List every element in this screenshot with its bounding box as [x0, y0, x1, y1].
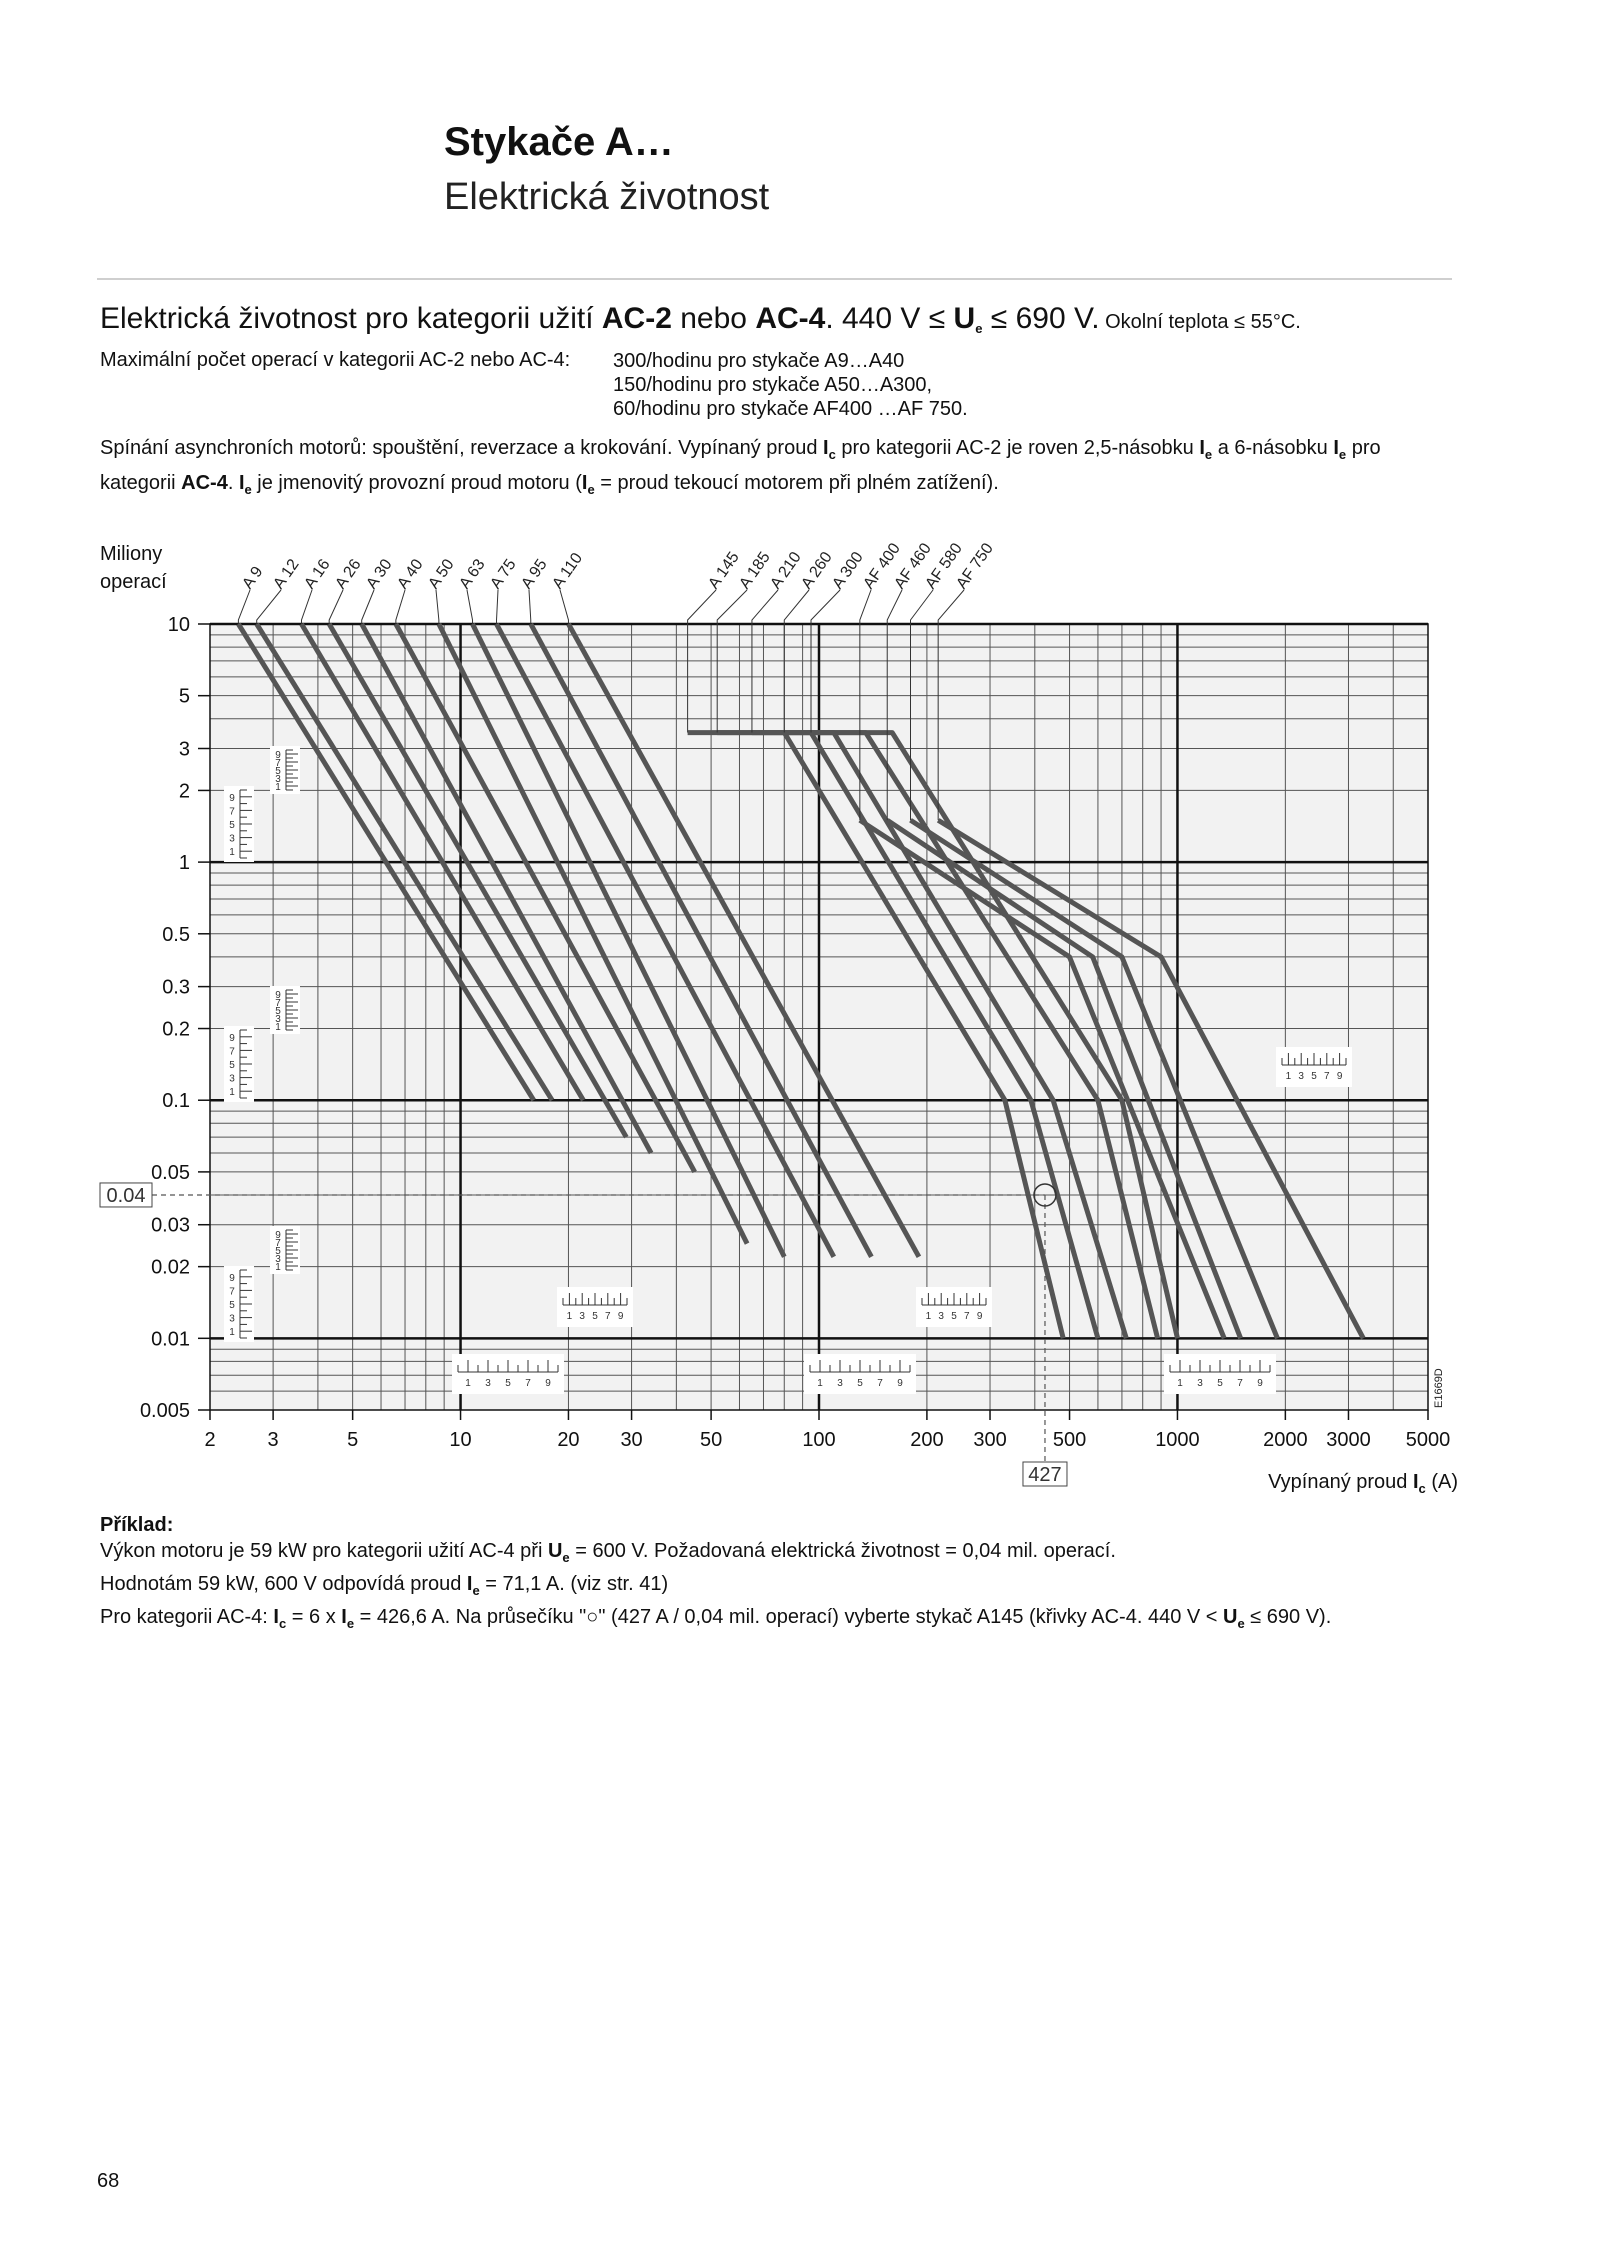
- scale-digit: 5: [229, 820, 235, 831]
- scale-digit: 1: [465, 1378, 471, 1389]
- scale-digit: 7: [525, 1378, 531, 1389]
- scale-digit: 1: [275, 782, 281, 793]
- interpolation-scale-h: [1164, 1354, 1276, 1394]
- para-text: je jmenovitý provozní proud motoru (: [251, 472, 582, 494]
- scale-digit: 9: [897, 1378, 903, 1389]
- scale-digit: 7: [1237, 1378, 1243, 1389]
- interpolation-scale-h: [557, 1287, 633, 1327]
- page-subtitle: Elektrická životnost: [444, 176, 770, 218]
- symbol-i: I: [238, 472, 245, 494]
- curve-label: AF 750: [953, 540, 997, 593]
- interpolation-scale-h: [452, 1354, 564, 1394]
- scale-digit: 9: [617, 1311, 624, 1322]
- scale-digit: 1: [1177, 1378, 1183, 1389]
- scale-digit: 5: [275, 1246, 281, 1257]
- scale-digit: 5: [275, 766, 281, 777]
- para-text: a 6-násobku: [1212, 437, 1334, 459]
- scale-digit: 5: [592, 1311, 598, 1322]
- scale-digit: 3: [229, 833, 235, 845]
- heading-symbol-u: U: [953, 302, 976, 335]
- y-tick-label: 1: [178, 852, 190, 875]
- symbol-i: I: [273, 1606, 279, 1628]
- curve-leader: [529, 590, 531, 624]
- symbol-sub: c: [278, 1616, 287, 1631]
- scale-digit: 3: [229, 1073, 235, 1085]
- y-tick-label: 5: [178, 685, 190, 708]
- ex-text: = 426,6 A. Na průsečíku ": [354, 1606, 587, 1628]
- curve-leader: [560, 590, 568, 624]
- curve-label: A 50: [425, 556, 458, 593]
- para-text: Spínání asynchroních motorů: spouštění, reverzace a krokování. Vypínaný proud: [100, 437, 823, 459]
- curve-leader: [467, 590, 473, 624]
- curve-leader: [396, 590, 405, 624]
- heading-text-d: ≤ 690 V.: [982, 302, 1100, 335]
- scale-digit: 1: [817, 1378, 823, 1389]
- x-tick-label: 20: [557, 1429, 580, 1451]
- ex-text: Pro kategorii AC-4:: [100, 1606, 274, 1628]
- scale-digit: 9: [545, 1378, 551, 1389]
- symbol-sub: c: [828, 447, 836, 462]
- interpolation-scale-h: [804, 1354, 916, 1394]
- curve-label: A 75: [487, 556, 520, 593]
- curve-label: A 26: [332, 556, 365, 593]
- interpolation-scale-v: [270, 746, 300, 794]
- circle-symbol: ○: [586, 1606, 599, 1628]
- curve-leader: [302, 590, 312, 624]
- ex-text: ≤ 690 V).: [1244, 1606, 1332, 1628]
- y-tick-label: 0.005: [139, 1400, 190, 1422]
- operations-line: 60/hodinu pro stykače AF400 …AF 750.: [613, 398, 968, 420]
- curve-label: A 63: [456, 556, 489, 593]
- scale-digit: 7: [275, 758, 281, 769]
- symbol-sub: e: [472, 1583, 480, 1598]
- x-tick-label: 2000: [1263, 1429, 1308, 1451]
- ex-text: = 71,1 A. (viz str. 41): [479, 1573, 669, 1595]
- para-text: pro kategorii AC-2 je roven 2,5-násobku: [835, 437, 1200, 459]
- scale-digit: 3: [837, 1378, 843, 1389]
- x-tick-label: 100: [802, 1429, 836, 1451]
- curve-label: A 40: [394, 556, 427, 593]
- curve-leader: [257, 590, 281, 624]
- heading-text-a: Elektrická životnost pro kategorii užití: [100, 302, 602, 335]
- ex-text: " (427 A / 0,04 mil. operací) vyberte stykač A145 (křivky AC-4. 440 V <: [598, 1606, 1223, 1628]
- ex-text: = 6 x: [286, 1606, 342, 1628]
- scale-digit: 9: [275, 990, 281, 1001]
- scale-digit: 5: [505, 1378, 511, 1389]
- y-tick-label: 2: [178, 780, 190, 803]
- curve-label: A 260: [798, 549, 836, 593]
- scale-digit: 7: [877, 1378, 883, 1389]
- curve-label: A 110: [549, 549, 587, 593]
- x-tick-label: 2: [204, 1429, 216, 1451]
- interpolation-scale-v: [270, 986, 300, 1034]
- curve-leader: [436, 590, 439, 624]
- y-tick-label: 0.03: [151, 1214, 190, 1237]
- curve-leader: [329, 590, 343, 624]
- scale-digit: 5: [857, 1378, 863, 1389]
- x-tick-label: 5000: [1405, 1429, 1451, 1451]
- heading-symbol-sub: e: [975, 321, 983, 336]
- x-tick-label: 50: [699, 1429, 723, 1451]
- x-tick-label: 30: [620, 1429, 643, 1451]
- scale-digit: 7: [605, 1311, 611, 1322]
- curve-label: A 16: [301, 556, 334, 593]
- page-title: Stykače A…: [444, 120, 674, 164]
- scale-digit: 3: [275, 1014, 281, 1025]
- scale-digit: 5: [1311, 1071, 1317, 1082]
- scale-digit: 7: [229, 1286, 235, 1298]
- symbol-sub: e: [346, 1616, 355, 1631]
- interpolation-scale-v: [224, 786, 254, 862]
- heading-ac4: AC-4: [755, 302, 826, 335]
- operations-label: Maximální počet operací v kategorii AC-2 nebo AC-4:: [100, 349, 571, 371]
- scale-digit: 7: [1324, 1071, 1330, 1082]
- scale-digit: 1: [229, 1327, 235, 1339]
- symbol-sub: e: [562, 1550, 570, 1565]
- scale-digit: 1: [566, 1311, 573, 1322]
- curve-label: A 30: [363, 556, 396, 593]
- symbol-sub: e: [587, 482, 595, 497]
- scale-digit: 9: [229, 792, 235, 804]
- scale-digit: 3: [275, 1254, 281, 1265]
- x-tick-label: 200: [910, 1429, 944, 1451]
- scale-digit: 1: [1285, 1071, 1292, 1082]
- curve-label: AF 580: [922, 540, 966, 593]
- symbol-u: U: [547, 1540, 563, 1562]
- heading-temperature: Okolní teplota ≤ 55°C.: [1099, 311, 1301, 333]
- scale-digit: 9: [229, 1272, 235, 1284]
- x-tick-label: 1000: [1155, 1429, 1200, 1451]
- x-tick-label: 5: [347, 1429, 359, 1451]
- y-tick-label: 0.02: [151, 1256, 190, 1279]
- scale-digit: 7: [275, 998, 281, 1009]
- scale-digit: 9: [976, 1311, 983, 1322]
- symbol-sub: e: [1338, 447, 1347, 462]
- figure-code: E1669D: [1433, 1368, 1445, 1408]
- example-line-3: [100, 1604, 1500, 1637]
- scale-digit: 5: [951, 1311, 957, 1322]
- curve-label: A 95: [518, 556, 551, 593]
- example-heading: Příklad:: [100, 1514, 174, 1536]
- interpolation-scale-h: [916, 1287, 992, 1327]
- y-axis-label: Miliony: [100, 543, 163, 565]
- symbol-i: I: [581, 472, 588, 494]
- scale-digit: 9: [275, 750, 281, 761]
- symbol-i: I: [1199, 437, 1205, 459]
- scale-digit: 7: [229, 1046, 235, 1058]
- curve-label: A 210: [767, 549, 805, 593]
- y-tick-label: 0.1: [162, 1090, 190, 1113]
- para-text: pro kategorii: [100, 437, 1381, 494]
- example-x-value: 427: [1028, 1464, 1062, 1486]
- curve-label: AF 400: [860, 540, 904, 593]
- y-tick-label: 0.01: [151, 1328, 190, 1351]
- curve-label: A 185: [736, 549, 774, 593]
- y-tick-label: 0.2: [162, 1018, 190, 1041]
- curve-label: A 9: [239, 563, 267, 593]
- para-text: = proud tekoucí motorem při plném zatížení).: [594, 472, 999, 494]
- y-tick-label: 10: [167, 614, 190, 636]
- y-tick-label: 0.05: [151, 1161, 190, 1184]
- x-tick-label: 500: [1052, 1429, 1087, 1451]
- example-line-1: [100, 1538, 1500, 1571]
- scale-digit: 5: [1217, 1378, 1223, 1389]
- x-tick-label: 3: [267, 1429, 279, 1451]
- curve-leader: [238, 590, 250, 624]
- symbol-sub: e: [1204, 447, 1213, 462]
- symbol-i: I: [823, 437, 829, 459]
- symbol-i: I: [341, 1606, 347, 1628]
- scale-digit: 9: [275, 1230, 281, 1241]
- scale-digit: 5: [229, 1300, 235, 1311]
- page-number: 68: [97, 2170, 120, 2192]
- scale-digit: 5: [229, 1060, 235, 1071]
- scale-digit: 3: [938, 1311, 944, 1322]
- x-axis-label: Vypínaný proud $I_c$ (A): [1268, 1471, 1458, 1496]
- y-tick-label: 0.3: [162, 976, 190, 999]
- scale-digit: 3: [485, 1378, 491, 1389]
- y-tick-label: 3: [178, 738, 190, 761]
- curve-label: A 300: [829, 549, 867, 593]
- scale-digit: 7: [964, 1311, 970, 1322]
- scale-digit: 1: [275, 1262, 281, 1273]
- example-block: [100, 1512, 1500, 1637]
- scale-digit: 5: [275, 1006, 281, 1017]
- para-text: .: [227, 472, 239, 494]
- scale-digit: 3: [229, 1313, 235, 1325]
- interpolation-scale-v: [224, 1026, 254, 1102]
- scale-digit: 3: [579, 1311, 585, 1322]
- ex-text: = 600 V. Požadovaná elektrická životnost = 0,04 mil. operací.: [569, 1540, 1116, 1562]
- heading-text-b: nebo: [671, 302, 756, 335]
- scale-digit: 1: [229, 847, 235, 859]
- operations-line: 300/hodinu pro stykače A9…A40: [613, 350, 905, 372]
- example-y-value: 0.04: [106, 1184, 146, 1207]
- x-tick-label: 3000: [1326, 1429, 1371, 1451]
- symbol-sub: e: [1237, 1616, 1245, 1631]
- interpolation-scale-h: [1276, 1047, 1352, 1087]
- operations-line: 150/hodinu pro stykače A50…A300,: [613, 374, 933, 396]
- symbol-i: I: [466, 1573, 473, 1595]
- scale-digit: 3: [1197, 1378, 1203, 1389]
- curve-label: A 145: [705, 549, 743, 593]
- para-ac4: AC-4: [181, 472, 228, 494]
- x-tick-label: 10: [449, 1429, 472, 1451]
- example-line-2: [100, 1571, 1500, 1604]
- symbol-u: U: [1223, 1606, 1238, 1628]
- heading-ac2: AC-2: [601, 302, 672, 335]
- scale-digit: 9: [229, 1032, 235, 1044]
- scale-digit: 9: [1257, 1378, 1263, 1389]
- symbol-sub: e: [244, 482, 252, 497]
- curve-leader: [497, 590, 498, 624]
- scale-digit: 1: [229, 1087, 235, 1099]
- curve-label: AF 460: [891, 540, 935, 593]
- scale-digit: 3: [1298, 1071, 1304, 1082]
- interpolation-scale-v: [270, 1226, 300, 1274]
- curve-label: A 12: [270, 556, 303, 593]
- scale-digit: 9: [1336, 1071, 1343, 1082]
- scale-digit: 1: [275, 1022, 281, 1033]
- symbol-i: I: [1333, 437, 1339, 459]
- scale-digit: 7: [275, 1238, 281, 1249]
- ex-text: Hodnotám 59 kW, 600 V odpovídá proud: [100, 1573, 467, 1595]
- scale-digit: 3: [275, 774, 281, 785]
- y-axis-label: operací: [100, 571, 167, 593]
- curve-leader: [362, 590, 374, 624]
- scale-digit: 1: [925, 1311, 932, 1322]
- heading-text-c: . 440 V ≤: [825, 302, 954, 335]
- x-tick-label: 300: [973, 1429, 1007, 1451]
- y-tick-label: 0.5: [162, 923, 190, 946]
- ex-text: Výkon motoru je 59 kW pro kategorii užití AC-4 při: [100, 1540, 548, 1562]
- scale-digit: 7: [229, 806, 235, 818]
- interpolation-scale-v: [224, 1266, 254, 1342]
